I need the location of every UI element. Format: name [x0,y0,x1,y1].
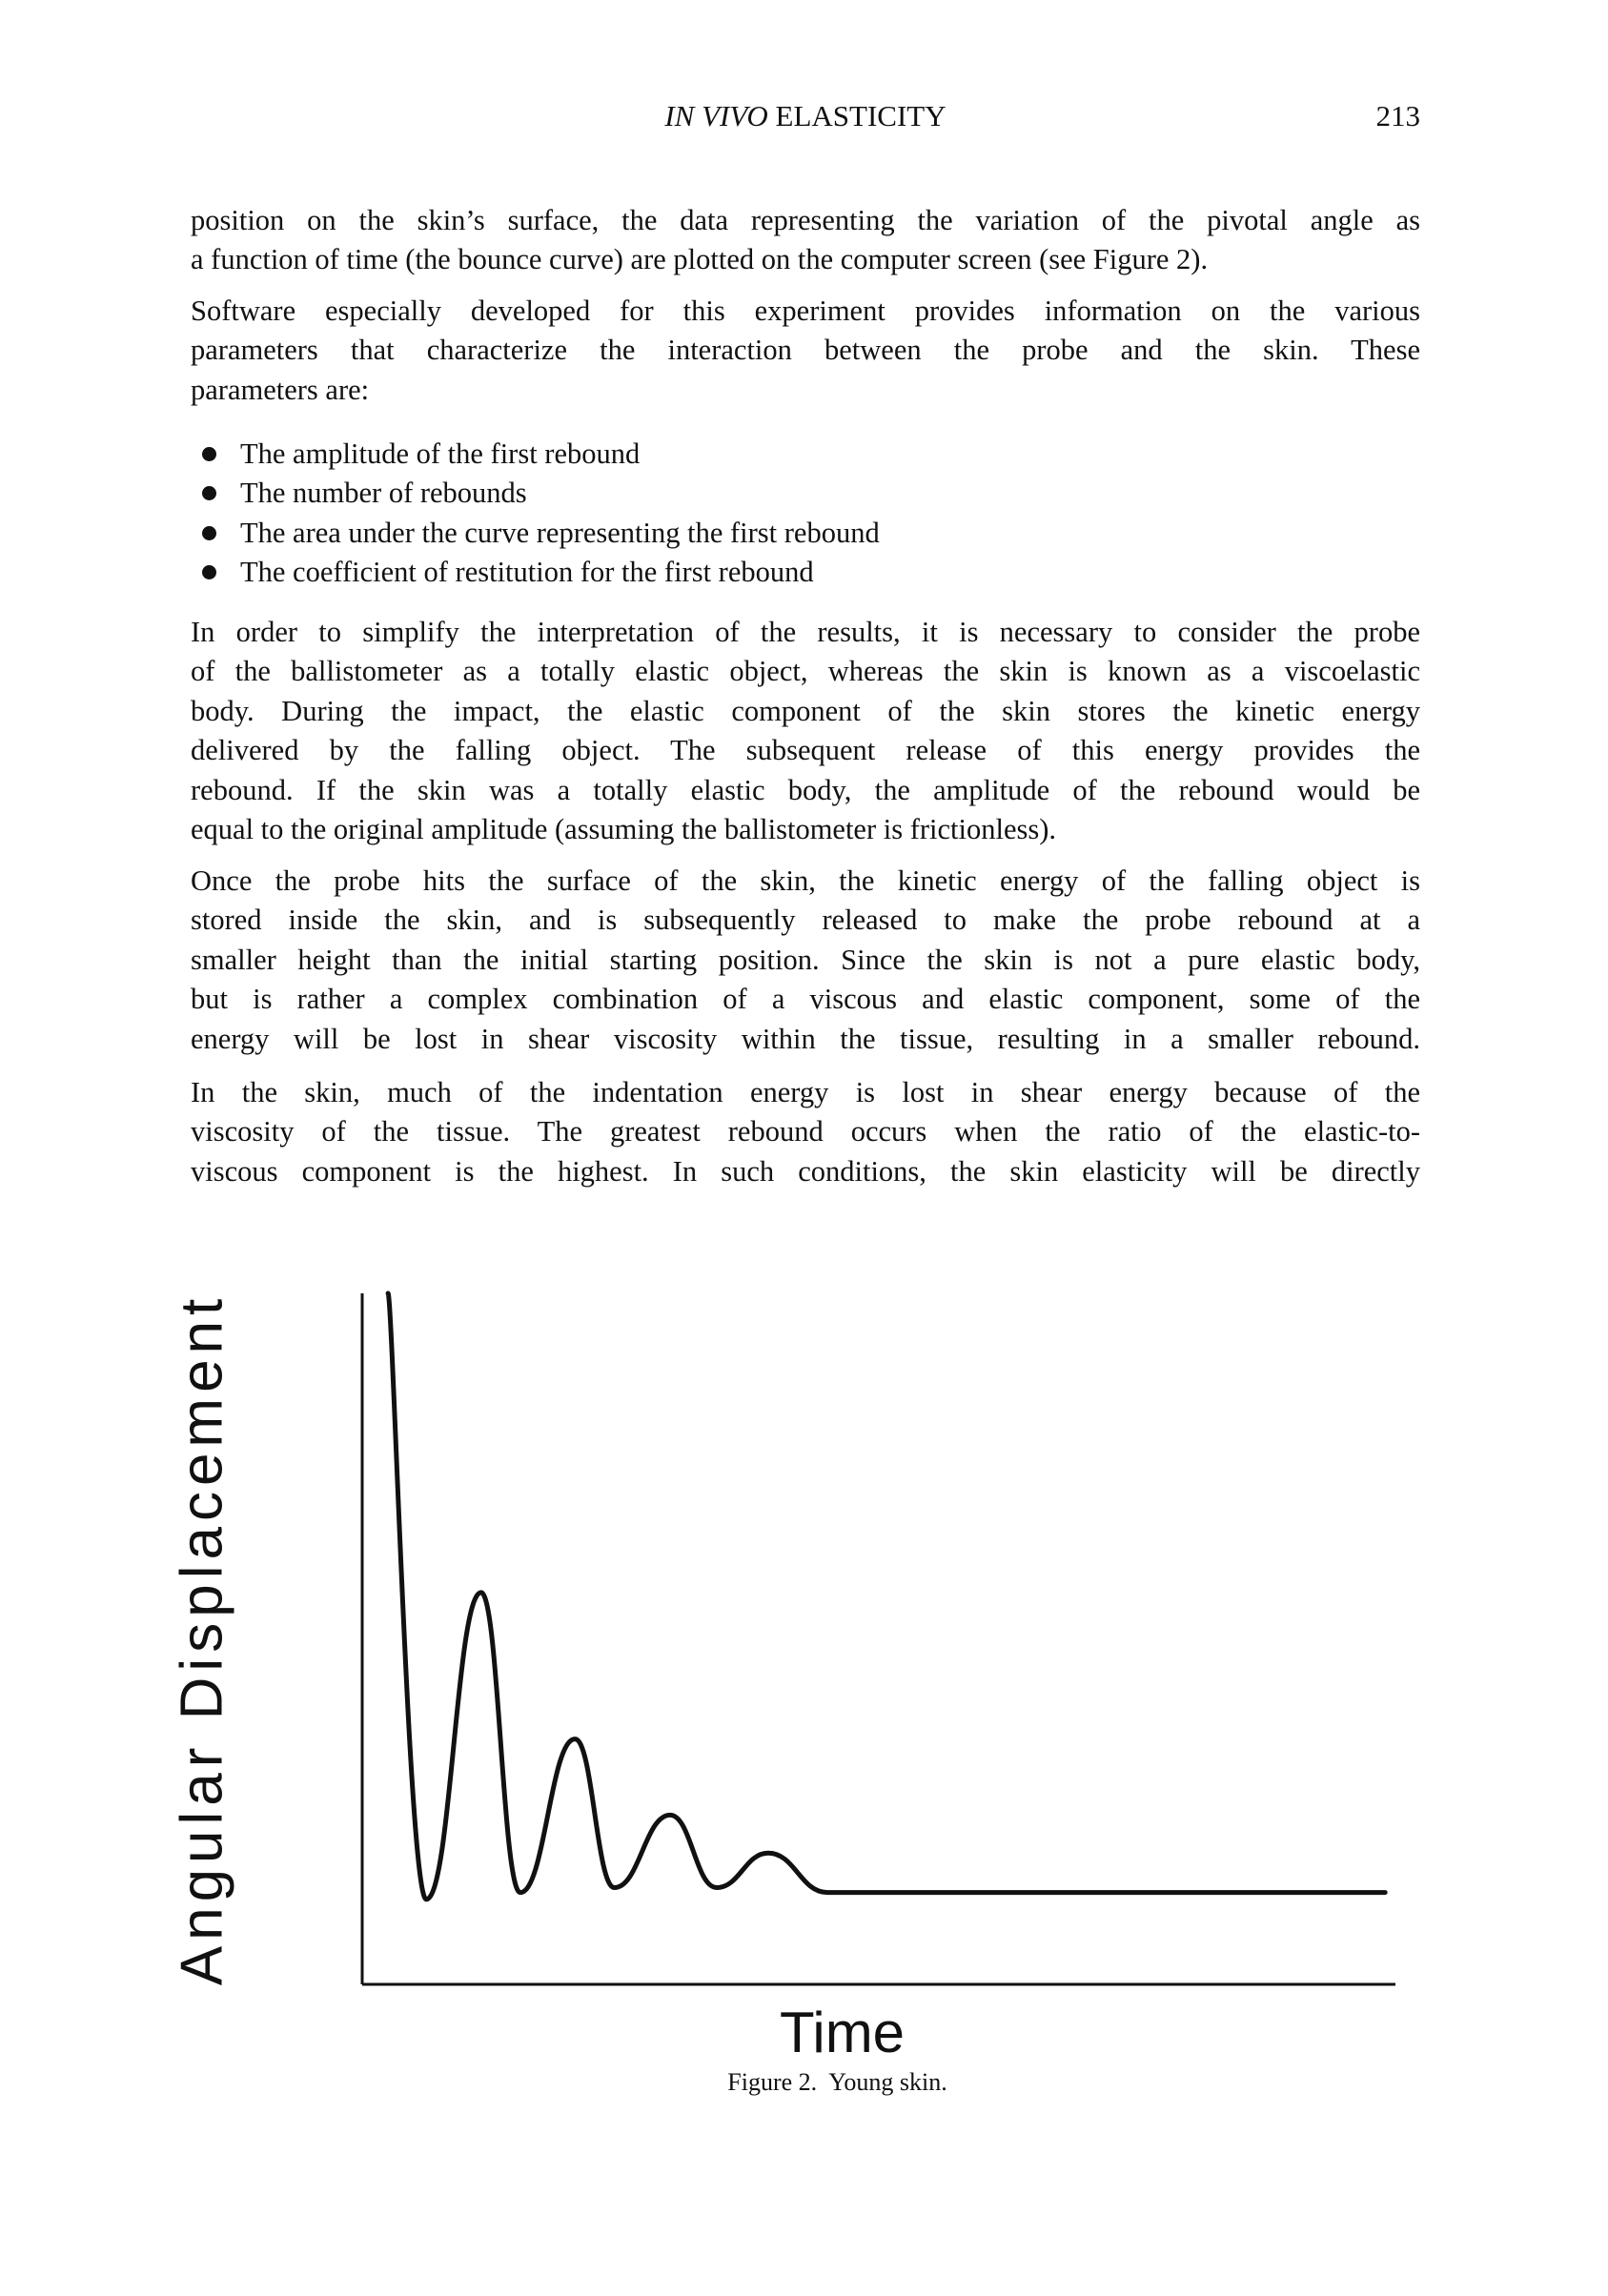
text-line: equal to the original amplitude (assuming the ballistometer is frictionless). [191,813,1057,846]
title-italic: IN VIVO [664,99,768,132]
series-line-bounce-curve [388,1293,1385,1900]
text-line: viscous component is the highest. In such conditions, the skin elasticity will be directly [191,1154,1420,1188]
text-line: body. During the impact, the elastic component of the skin stores the kinetic energy [191,694,1420,727]
list-item-text: The coefficient of restitution for the first rebound [240,556,814,589]
text-line: stored inside the skin, and is subsequently released to make the probe rebound at a [191,904,1420,937]
text-line: In order to simplify the interpretation of the results, it is necessary to consider the probe [191,616,1420,648]
text-line: Software especially developed for this experiment provides information on the various [191,295,1420,327]
y-axis-label: Angular Displacement [169,1292,235,1986]
text-line: viscosity of the tissue. The greatest rebound occurs when the ratio of the elastic-to- [191,1115,1420,1148]
list-item-text: The area under the curve representing the first rebound [240,516,880,549]
figure-caption [0,2068,1608,2097]
text-line: In the skin, much of the indentation energy is lost in shear energy because of the [191,1076,1420,1108]
text-line: a function of time (the bounce curve) are plotted on the computer screen (see Figure 2). [191,243,1209,276]
page-number: 213 [1375,99,1420,132]
title-rest: ELASTICITY [767,99,946,132]
text-line: Once the probe hits the surface of the skin, the kinetic energy of the falling object is [191,864,1420,897]
text-line: but is rather a complex combination of a viscous and elastic component, some of the [191,983,1420,1016]
caption-label: Figure 2. [727,2068,818,2096]
text-line: smaller height than the initial starting position. Since the skin is not a pure elastic body, [191,943,1420,976]
text-line: delivered by the falling object. The subsequent release of this energy provides the [191,734,1420,767]
caption-text: Young skin. [828,2068,947,2096]
text-line: position on the skin’s surface, the data representing the variation of the pivotal angle as [191,204,1420,236]
text-line: of the ballistometer as a totally elastic object, whereas the skin is known as a viscoelastic [191,655,1420,688]
text-line: energy will be lost in shear viscosity within the tissue, resulting in a smaller rebound. [191,1022,1420,1055]
list-item-text: The number of rebounds [240,477,527,510]
list-item-text: The amplitude of the first rebound [240,437,641,470]
x-axis-label: Time [779,2001,906,2064]
text-line: rebound. If the skin was a totally elastic body, the amplitude of the rebound would be [191,773,1420,806]
text-line: parameters are: [191,373,370,406]
text-line: parameters that characterize the interaction between the probe and the skin. These [191,334,1420,367]
